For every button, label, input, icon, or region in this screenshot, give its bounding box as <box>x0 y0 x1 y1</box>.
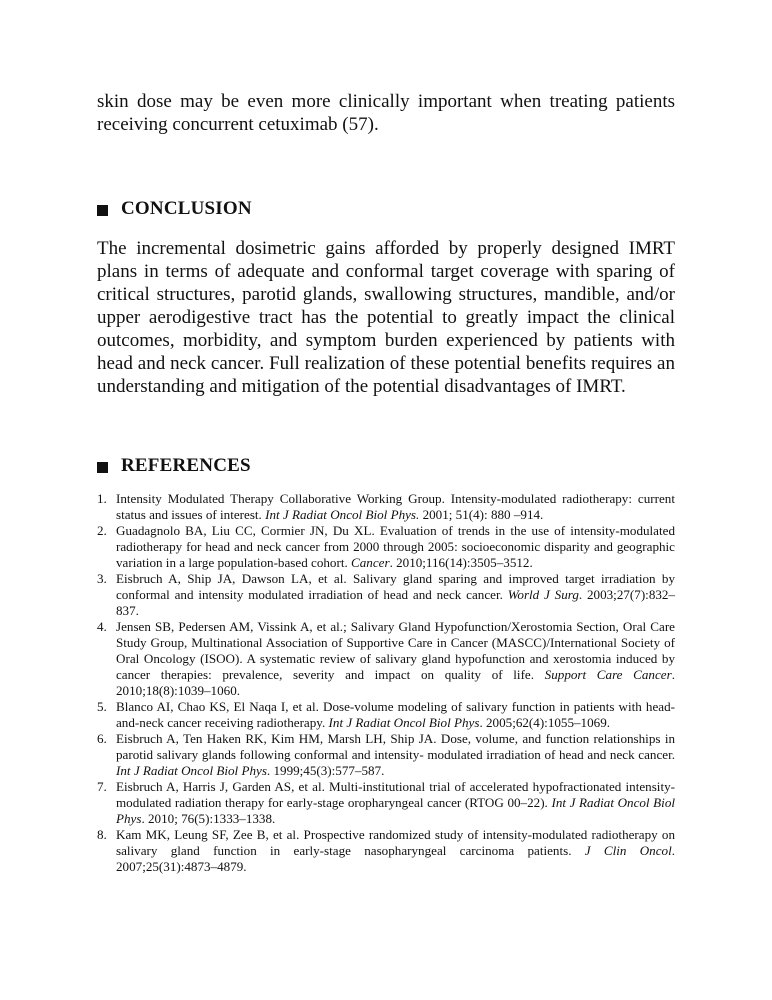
reference-item <box>97 779 675 827</box>
conclusion-heading <box>97 198 675 220</box>
reference-citation: 2001; 51(4): 880 –914. <box>419 507 544 522</box>
references-heading-label: REFERENCES <box>121 455 251 476</box>
square-bullet-icon <box>97 205 108 216</box>
reference-number: 1. <box>97 491 107 506</box>
reference-citation: . 2007;25(31):4873–4879. <box>116 843 676 874</box>
reference-number: 6. <box>97 731 107 746</box>
reference-citation: . 2010;116(14):3505–3512. <box>389 555 533 570</box>
reference-text: Jensen SB, Pedersen AM, Vissink A, et al.; Salivary Gland Hypofunction/Xerostomia Section, Oral Care Study Group, Multinational Association of Supportive Care in Cancer (MASCC)/International Society of Oral Oncology (ISOO). A systematic review of salivary gland hypofunction and xerostomia induced by cancer therapies: prevalence, severity and impact on quality of life. <box>116 619 675 682</box>
reference-journal: Int J Radiat Oncol Biol Phys. <box>265 507 420 522</box>
conclusion-paragraph: The incremental dosimetric gains afforded by properly designed IMRT plans in terms of adequate and conformal target coverage with sparing of critical structures, parotid glands, swallowing structures, mandible, and/or upper aerodigestive tract has the potential to greatly impact the clinical outcomes, morbidity, and symptom burden experienced by patients with head and neck cancer. Full realization of these potential benefits requires an understanding and mitigation of the potential disadvantages of IMRT. <box>97 238 675 397</box>
reference-item <box>97 523 675 571</box>
reference-number: 7. <box>97 779 107 794</box>
reference-text: Blanco AI, Chao KS, El Naqa I, et al. Dose-volume modeling of salivary function in patients with head-and-neck cancer receiving radiotherapy. <box>116 699 675 730</box>
reference-item <box>97 699 675 731</box>
conclusion-heading-label: CONCLUSION <box>121 198 252 219</box>
page-content <box>97 90 675 875</box>
reference-number: 8. <box>97 827 107 842</box>
reference-list <box>97 491 675 875</box>
reference-journal: Cancer <box>351 555 390 570</box>
reference-citation: . 2003;27(7):832–837. <box>116 587 676 618</box>
reference-citation: . 2010;18(8):1039–1060. <box>116 667 675 698</box>
reference-number: 4. <box>97 619 107 634</box>
reference-citation: . 2010; 76(5):1333–1338. <box>141 811 276 826</box>
square-bullet-icon <box>97 462 108 473</box>
reference-journal: J Clin Oncol <box>584 843 672 858</box>
reference-journal: Support Care Cancer <box>544 667 672 682</box>
reference-text: Kam MK, Leung SF, Zee B, et al. Prospective randomized study of intensity-modulated radiotherapy on salivary gland function in early-stage nasopharyngeal carcinoma patients. <box>116 827 675 858</box>
reference-text: Eisbruch A, Ten Haken RK, Kim HM, Marsh LH, Ship JA. Dose, volume, and function relationships in parotid salivary glands following conformal and intensity- modulated irradiation of head and neck cancer. <box>116 731 675 762</box>
reference-journal: World J Surg <box>507 587 579 602</box>
reference-journal: Int J Radiat Oncol Biol Phys <box>116 795 676 826</box>
reference-number: 2. <box>97 523 107 538</box>
references-heading <box>97 455 675 477</box>
reference-item <box>97 619 675 699</box>
reference-number: 3. <box>97 571 107 586</box>
reference-item <box>97 827 675 875</box>
reference-journal: Int J Radiat Oncol Biol Phys <box>116 763 267 778</box>
reference-citation: . 1999;45(3):577–587. <box>266 763 385 778</box>
reference-number: 5. <box>97 699 107 714</box>
reference-text: Eisbruch A, Harris J, Garden AS, et al. Multi-institutional trial of accelerated hypofractionated intensity- modulated radiation therapy for early-stage oropharyngeal cancer (RTOG 00–22). <box>116 779 675 810</box>
reference-item <box>97 571 675 619</box>
reference-text: Intensity Modulated Therapy Collaborative Working Group. Intensity-modulated radiotherapy: current status and issues of interest. <box>116 491 675 522</box>
reference-item <box>97 491 675 523</box>
reference-citation: . 2005;62(4):1055–1069. <box>479 715 611 730</box>
reference-text: Eisbruch A, Ship JA, Dawson LA, et al. Salivary gland sparing and improved target irradiation by conformal and intensity modulated irradiation of head and neck cancer. <box>116 571 675 602</box>
intro-paragraph: skin dose may be even more clinically important when treating patients receiving concurrent cetuximab (57). <box>97 91 675 135</box>
reference-journal: Int J Radiat Oncol Biol Phys <box>328 715 480 730</box>
reference-item <box>97 731 675 779</box>
reference-text: Guadagnolo BA, Liu CC, Cormier JN, Du XL. Evaluation of trends in the use of intensity-modulated radiotherapy for head and neck cancer from 2000 through 2005: socioeconomic disparity and geographic variation in a large population-based cohort. <box>116 523 675 570</box>
